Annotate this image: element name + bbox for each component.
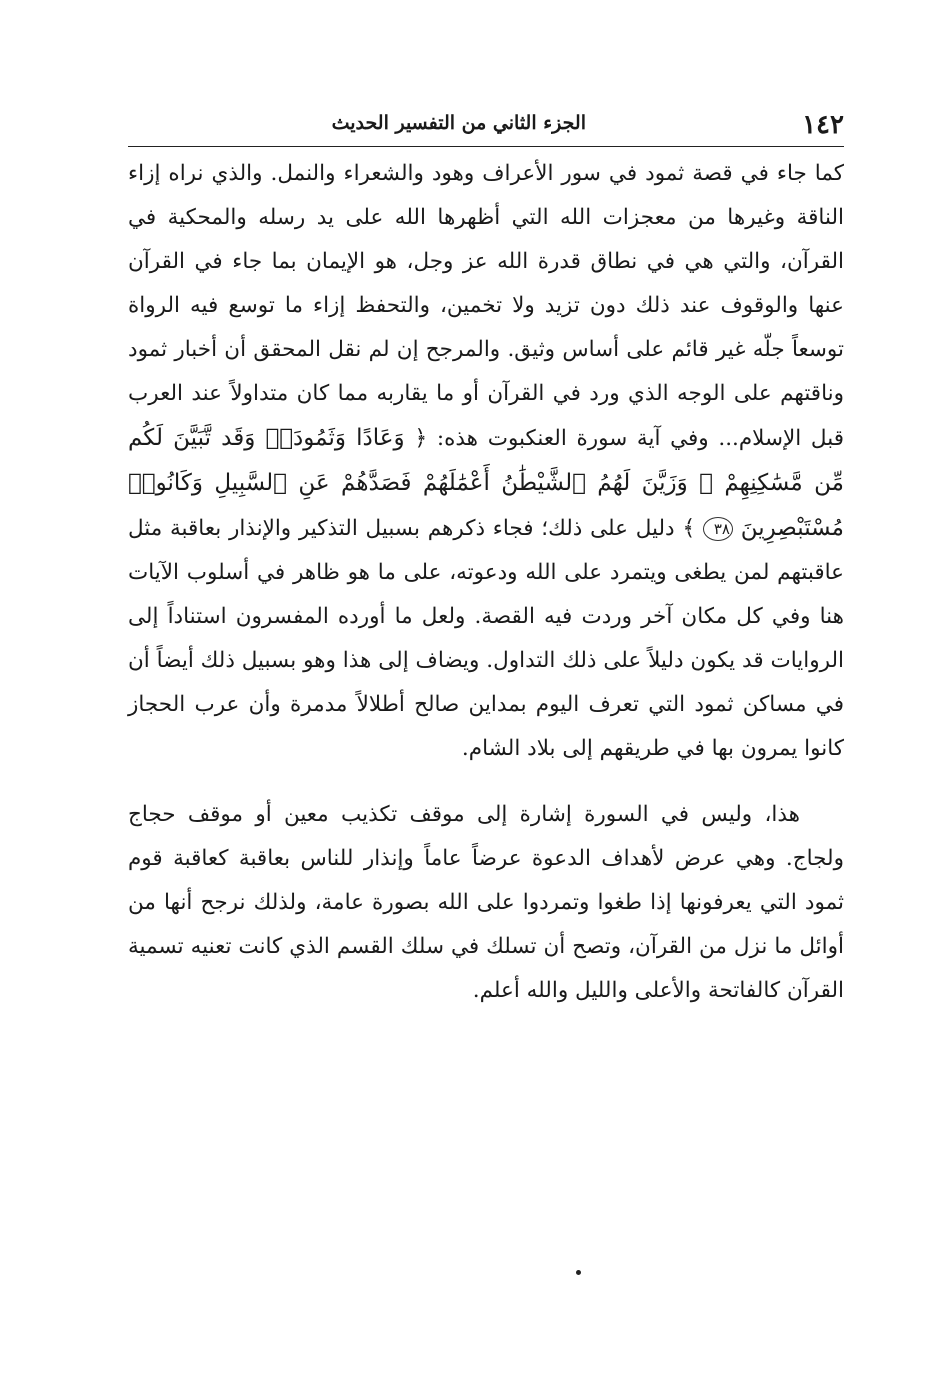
quran-verse: وَعَادًا وَثَمُودَا۟ وَقَد تَّبَيَّنَ لَكُم مِّن مَّسَٰكِنِهِمْ ۖ وَزَيَّنَ لَهُمُ ٱلشَّيْطَٰنُ أَعْمَٰلَهُمْ فَصَدَّهُمْ عَنِ ٱلسَّبِيلِ وَكَانُوا۟ مُسْتَبْصِرِينَ bbox=[128, 425, 844, 541]
page-number: ١٤٢ bbox=[802, 110, 844, 140]
ayah-open-bracket: ﴿ bbox=[414, 426, 428, 451]
paragraph-1 bbox=[128, 152, 844, 771]
paragraph-2: هذا، وليس في السورة إشارة إلى موقف تكذيب معين أو موقف حجاج ولجاج. وهي عرض لأهداف الدعوة عرضاً عاماً وإنذار للناس بعاقبة كعاقبة قوم ثمود التي يعرفونها إذا طغوا وتمردوا على الله بصورة عامة، ولذلك نرجح أنها من أوائل ما نزل من القرآن، وتصح أن تسلك في سلك القسم الذي كانت تعنيه تسمية القرآن كالفاتحة والأعلى والليل والله أعلم. bbox=[128, 802, 844, 1003]
ayah-close-bracket: ﴾ bbox=[682, 516, 696, 541]
header-rule bbox=[128, 146, 844, 147]
body-text bbox=[128, 152, 844, 1013]
running-title: الجزء الثاني من التفسير الحديث bbox=[331, 112, 586, 134]
page-dot-mark bbox=[576, 1270, 581, 1275]
paragraph-1-text-a: كما جاء في قصة ثمود في سور الأعراف وهود والشعراء والنمل. والذي نراه إزاء الناقة وغيرها من معجزات الله التي أظهرها الله على يد رسله والمحكية في القرآن، والتي هي في نطاق قدرة الله عز وجل، هو الإيمان بما جاء في القرآن عنها والوقوف عند ذلك دون تزيد ولا تخمين، والتحفظ إزاء ما توسع فيه الرواة توسعاً جلّه غير قائم على أساس وثيق. والمرجح إن لم نقل المحقق أن أخبار ثمود وناقتهم على الوجه الذي ورد في القرآن أو ما يقاربه مما كان متداولاً عند العرب قبل الإسلام... وفي آية سورة العنكبوت هذه: bbox=[128, 161, 844, 451]
verse-number-badge: ٣٨ bbox=[703, 517, 733, 541]
running-header bbox=[128, 104, 844, 144]
paragraph-1-text-b: دليل على ذلك؛ فجاء ذكرهم بسبيل التذكير والإنذار بعاقبة مثل عاقبتهم لمن يطغى ويتمرد على الله ودعوته، على ما هو ظاهر في أسلوب الآيات هنا وفي كل مكان آخر وردت فيه القصة. ولعل ما أورده المفسرون استناداً إلى الروايات قد يكون دليلاً على ذلك التداول. ويضاف إلى هذا وهو بسبيل ذلك أيضاً أن في مساكن ثمود التي تعرف اليوم بمداين صالح أطلالاً مدمرة وأن عرب الحجاز كانوا يمرون بها في طريقهم إلى بلاد الشام. bbox=[128, 516, 844, 761]
